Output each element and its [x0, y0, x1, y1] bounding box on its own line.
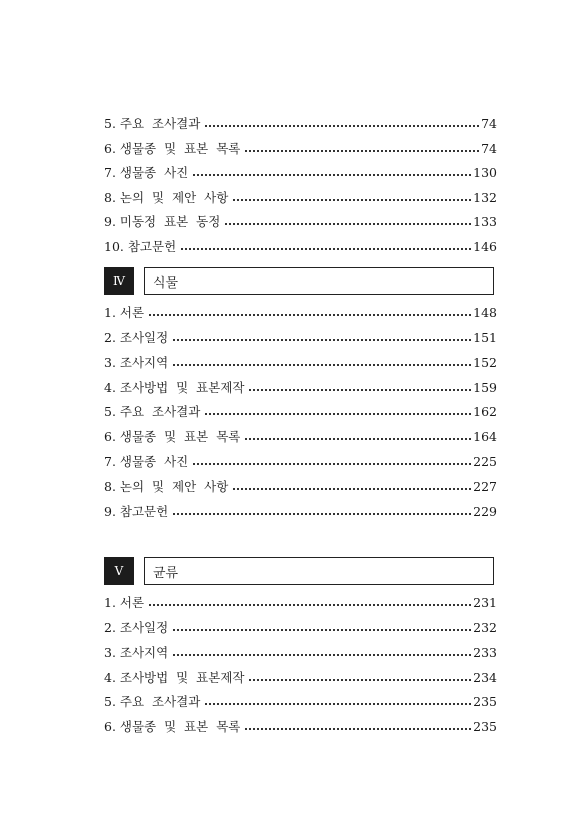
dot-leader: [233, 488, 471, 490]
toc-entry-label: 4. 조사방법 및 표본제작: [104, 670, 245, 685]
toc-entry-label: 7. 생물종 사진: [104, 454, 189, 469]
toc-entry[interactable]: [104, 378, 497, 398]
toc-entry[interactable]: [104, 593, 497, 613]
toc-entry[interactable]: [104, 328, 497, 348]
section-v-header: [104, 557, 494, 585]
toc-entry[interactable]: [104, 402, 497, 422]
toc-entry-label: 8. 논의 및 제안 사항: [104, 479, 229, 494]
toc-page-number: 227: [473, 479, 497, 494]
toc-page-number: 151: [473, 330, 497, 345]
toc-page-number: 132: [473, 190, 497, 205]
toc-entry[interactable]: [104, 618, 497, 638]
dot-leader: [205, 125, 479, 127]
toc-page-number: 130: [473, 165, 497, 180]
toc-entry-label: 9. 참고문헌: [104, 504, 169, 519]
toc-page-number: 162: [473, 404, 497, 419]
toc-entry-label: 8. 논의 및 제안 사항: [104, 190, 229, 205]
dot-leader: [245, 728, 471, 730]
toc-page-number: 133: [473, 214, 497, 229]
dot-leader: [225, 223, 471, 225]
toc-entry[interactable]: [104, 303, 497, 323]
toc-page-number: 233: [473, 645, 497, 660]
section-number-badge: Ⅴ: [104, 557, 134, 585]
toc-entry-label: 5. 주요 조사결과: [104, 694, 201, 709]
toc-entry[interactable]: [104, 188, 497, 208]
toc-entry[interactable]: [104, 717, 497, 737]
dot-leader: [193, 463, 471, 465]
toc-entry[interactable]: [104, 668, 497, 688]
dot-leader: [173, 629, 471, 631]
section-title-box: [144, 267, 494, 295]
toc-page-number: 159: [473, 380, 497, 395]
dot-leader: [149, 314, 471, 316]
toc-entry-label: 2. 조사일정: [104, 620, 169, 635]
toc-entry-label: 1. 서론: [104, 305, 145, 320]
dot-leader: [249, 389, 471, 391]
dot-leader: [193, 174, 471, 176]
dot-leader: [173, 513, 471, 515]
toc-page-number: 74: [481, 141, 497, 156]
toc-entry[interactable]: [104, 237, 497, 257]
toc-page-number: 235: [473, 694, 497, 709]
toc-page-number: 152: [473, 355, 497, 370]
toc-entry-label: 6. 생물종 및 표본 목록: [104, 141, 241, 156]
toc-entry-label: 10. 참고문헌: [104, 239, 177, 254]
dot-leader: [173, 654, 471, 656]
toc-entry[interactable]: [104, 692, 497, 712]
dot-leader: [205, 703, 471, 705]
toc-entry-label: 1. 서론: [104, 595, 145, 610]
toc-entry-label: 2. 조사일정: [104, 330, 169, 345]
toc-entry[interactable]: [104, 452, 497, 472]
dot-leader: [149, 604, 471, 606]
section-title: 식물: [153, 275, 179, 291]
toc-page-number: 232: [473, 620, 497, 635]
toc-page-number: 231: [473, 595, 497, 610]
toc-entry-label: 6. 생물종 및 표본 목록: [104, 429, 241, 444]
section-iv-header: [104, 267, 494, 295]
toc-entry[interactable]: [104, 139, 497, 159]
section-title: 균류: [153, 565, 179, 581]
toc-entry[interactable]: [104, 114, 497, 134]
toc-page-number: 148: [473, 305, 497, 320]
toc-entry[interactable]: [104, 643, 497, 663]
toc-entry[interactable]: [104, 163, 497, 183]
dot-leader: [181, 248, 471, 250]
toc-entry-label: 3. 조사지역: [104, 645, 169, 660]
dot-leader: [205, 413, 471, 415]
section-number-badge: Ⅳ: [104, 267, 134, 295]
toc-entry-label: 4. 조사방법 및 표본제작: [104, 380, 245, 395]
toc-page-number: 225: [473, 454, 497, 469]
toc-entry[interactable]: [104, 353, 497, 373]
toc-page-number: 164: [473, 429, 497, 444]
toc-page-number: 229: [473, 504, 497, 519]
toc-entry-label: 3. 조사지역: [104, 355, 169, 370]
toc-entry[interactable]: [104, 502, 497, 522]
toc-entry[interactable]: [104, 427, 497, 447]
toc-entry-label: 6. 생물종 및 표본 목록: [104, 719, 241, 734]
toc-page-number: 146: [473, 239, 497, 254]
dot-leader: [233, 199, 471, 201]
toc-entry-label: 7. 생물종 사진: [104, 165, 189, 180]
toc-entry-label: 5. 주요 조사결과: [104, 116, 201, 131]
section-title-box: [144, 557, 494, 585]
toc-entry[interactable]: [104, 477, 497, 497]
toc-page-number: 235: [473, 719, 497, 734]
dot-leader: [173, 364, 471, 366]
toc-page-number: 74: [481, 116, 497, 131]
toc-entry-label: 5. 주요 조사결과: [104, 404, 201, 419]
dot-leader: [173, 339, 471, 341]
dot-leader: [249, 679, 471, 681]
toc-entry-label: 9. 미동정 표본 동정: [104, 214, 221, 229]
dot-leader: [245, 150, 479, 152]
toc-entry[interactable]: [104, 212, 497, 232]
toc-page-number: 234: [473, 670, 497, 685]
dot-leader: [245, 438, 471, 440]
